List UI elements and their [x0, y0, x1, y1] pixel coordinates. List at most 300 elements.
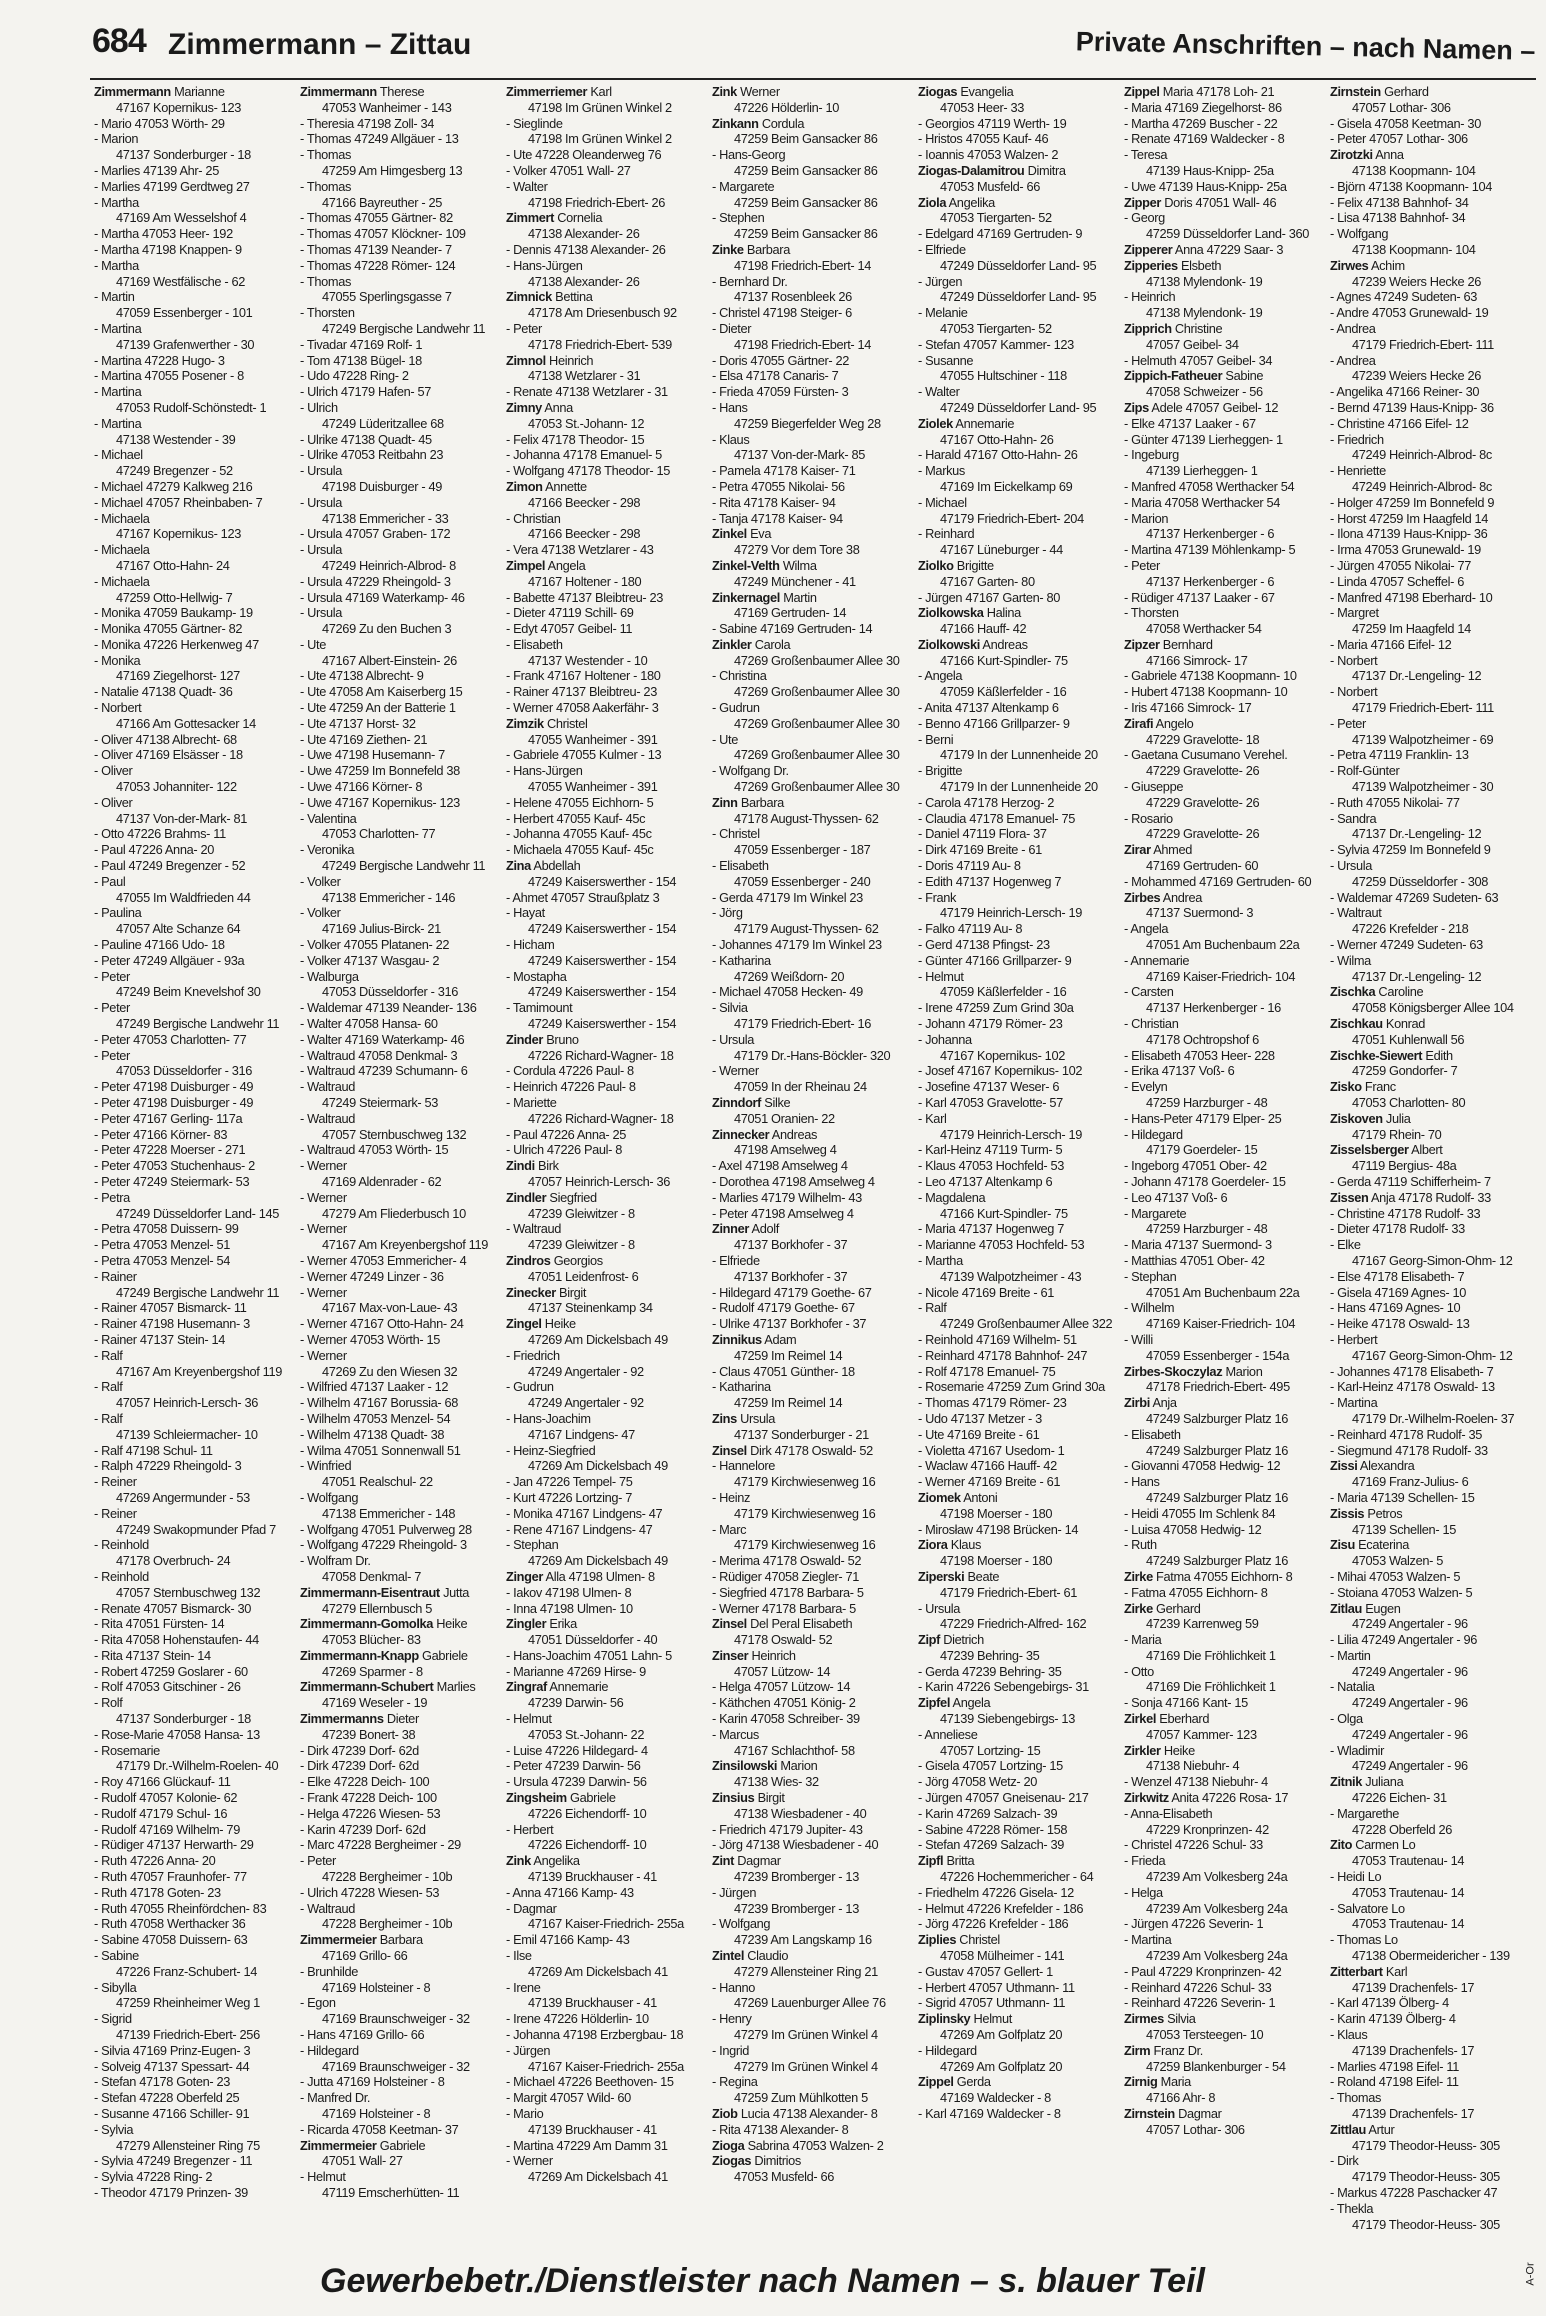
directory-entry: 47198 Moerser - 180 — [940, 1553, 1053, 1569]
directory-entry: - Hans — [1124, 1474, 1160, 1490]
corner-mark: A-Or — [1524, 2262, 1537, 2286]
directory-entry: - Thomas — [300, 178, 352, 194]
directory-entry: - Rita 47137 Stein- 14 — [94, 1647, 211, 1663]
directory-entry: - Dorothea 47198 Amselweg 4 — [712, 1173, 875, 1189]
directory-entry: 47053 Musfeld- 66 — [734, 2169, 835, 2185]
directory-entry: Zirkwitz Anita 47226 Rosa- 17 — [1124, 1790, 1289, 1806]
directory-entry: 47169 Braunschweiger - 32 — [322, 2011, 470, 2027]
directory-entry: - Peter — [506, 320, 542, 336]
directory-entry: - Rosario — [1124, 810, 1173, 826]
directory-entry: - Cordula 47226 Paul- 8 — [506, 1063, 634, 1079]
directory-entry: - Karl-Heinz 47119 Turm- 5 — [918, 1142, 1063, 1158]
directory-entry: - Rolf-Günter — [1330, 763, 1400, 779]
directory-entry: - Norbert — [94, 700, 142, 716]
directory-entry: - Uwe 47139 Haus-Knipp- 25a — [1124, 178, 1287, 194]
directory-entry: 47269 Großenbaumer Allee 30 — [734, 652, 900, 668]
directory-entry: - Ingrid — [712, 2042, 750, 2058]
directory-entry: - Ursula 47229 Rheingold- 3 — [300, 573, 451, 589]
directory-entry: Zippel Maria 47178 Loh- 21 — [1124, 84, 1275, 99]
directory-entry: 47239 Weiers Hecke 26 — [1352, 368, 1481, 384]
directory-entry: - Oliver 47138 Albrecht- 68 — [94, 731, 237, 747]
directory-entry: Zinkernagel Martin — [712, 589, 817, 605]
directory-entry: 47137 Borkhofer - 37 — [734, 1268, 848, 1284]
directory-entry: 47239 Gleiwitzer - 8 — [528, 1237, 635, 1253]
directory-entry: 47269 Am Dickelsbach 41 — [528, 2169, 668, 2185]
directory-entry: - Rolf 47178 Emanuel- 75 — [918, 1363, 1056, 1379]
directory-entry: - Ulrike 47137 Borkhofer - 37 — [712, 1316, 867, 1332]
directory-entry: - Jörg 47226 Krefelder - 186 — [918, 1916, 1069, 1932]
directory-entry: - Irene 47259 Zum Grind 30a — [918, 1000, 1074, 1016]
directory-entry: - Ursula — [300, 542, 342, 558]
directory-entry: Ziplies Christel — [918, 1932, 1000, 1948]
directory-entry: - Maria 47169 Ziegelhorst- 86 — [1124, 99, 1282, 115]
directory-entry: - Ute — [712, 731, 738, 747]
directory-entry: Zinder Bruno — [506, 1031, 579, 1047]
directory-entry: Ziogas-Dalamitrou Dimitra — [918, 162, 1066, 178]
directory-entry: - Edith 47137 Hogenweg 7 — [918, 873, 1062, 889]
directory-entry: 47259 Beim Gansacker 86 — [734, 162, 878, 178]
directory-entry: - Klaus 47053 Hochfeld- 53 — [918, 1158, 1064, 1174]
directory-entry: 47229 Gravelotte- 26 — [1146, 794, 1260, 810]
directory-entry: - Martina 47139 Möhlenkamp- 5 — [1124, 542, 1296, 558]
directory-entry: - Paul 47226 Anna- 20 — [94, 842, 215, 858]
directory-entry: - Manfred 47058 Werthacker 54 — [1124, 478, 1295, 494]
directory-entry: - Horst 47259 Im Haagfeld 14 — [1330, 510, 1489, 526]
directory-entry: Zinsius Birgit — [712, 1790, 785, 1806]
directory-entry: - Bernd 47139 Haus-Knipp- 36 — [1330, 399, 1494, 415]
directory-entry: - Peter — [94, 1047, 130, 1063]
footer-note: Gewerbebetr./Dienstleister nach Namen – s. blauer Teil — [320, 2262, 1205, 2300]
directory-entry: - Waltraud — [506, 1221, 562, 1237]
directory-entry: - Werner 47167 Otto-Hahn- 24 — [300, 1316, 464, 1332]
directory-entry: 47057 Heinrich-Lersch- 36 — [528, 1173, 671, 1189]
directory-entry: - Ralf 47198 Schul- 11 — [94, 1442, 213, 1458]
directory-entry: - Teresa — [1124, 147, 1168, 163]
directory-entry: 47179 Friedrich-Ebert- 111 — [1352, 336, 1494, 352]
directory-entry: - Paul 47249 Bregenzer - 52 — [94, 858, 246, 874]
directory-entry: 47053 Walzen- 5 — [1352, 1553, 1444, 1569]
directory-entry: - Iris 47166 Simrock- 17 — [1124, 700, 1252, 716]
directory-entry: - Udo 47137 Metzer - 3 — [918, 1410, 1042, 1426]
directory-entry: 47053 Tersteegen- 10 — [1146, 2027, 1264, 2043]
directory-entry: 47169 Aldenrader - 62 — [322, 1173, 442, 1189]
directory-entry: - Thekla — [1330, 2200, 1374, 2216]
directory-entry: 47053 Blücher- 83 — [322, 1632, 421, 1648]
directory-entry: Zipperer Anna 47229 Saar- 3 — [1124, 241, 1284, 257]
directory-entry: 47138 Emmericher - 148 — [322, 1505, 456, 1521]
directory-entry: - Annemarie — [1124, 952, 1190, 968]
directory-entry: - Angelika 47166 Reiner- 30 — [1330, 384, 1480, 400]
directory-entry: - Elfriede — [918, 241, 966, 257]
directory-entry: - Valentina — [300, 810, 357, 826]
directory-entry: Zirm Franz Dr. — [1124, 2042, 1204, 2058]
directory-entry: Ziomek Antoni — [918, 1489, 998, 1505]
directory-entry: 47139 Bruckhauser - 41 — [528, 1995, 657, 2011]
directory-entry: 47053 Düsseldorfer - 316 — [322, 984, 459, 1000]
directory-entry: - Ute 47259 An der Batterie 1 — [300, 700, 456, 716]
directory-entry: - Frieda — [1124, 1853, 1166, 1869]
directory-entry: - Rolf 47053 Gitschiner - 26 — [94, 1679, 241, 1695]
directory-entry: Zinkel-Velth Wilma — [712, 557, 817, 573]
directory-entry: - Sigrid 47057 Uthmann- 11 — [918, 1995, 1066, 2011]
directory-entry: 47249 Angertaler - 96 — [1352, 1758, 1468, 1774]
directory-entry: - Ingeborg 47051 Ober- 42 — [1124, 1158, 1267, 1174]
directory-entry: - Andrea — [1330, 320, 1376, 336]
directory-entry: 47169 Julius-Birck- 21 — [322, 921, 441, 937]
directory-entry: 47167 Georg-Simon-Ohm- 12 — [1352, 1347, 1513, 1363]
directory-entry: 47249 Kaiserswerther - 154 — [528, 921, 677, 937]
directory-entry: - Uwe 47198 Husemann- 7 — [300, 747, 445, 763]
directory-entry: 47169 Braunschweiger - 32 — [322, 2058, 470, 2074]
directory-entry: 47198 Amselweg 4 — [734, 1142, 837, 1158]
directory-entry: Ziob Lucia 47138 Alexander- 8 — [712, 2106, 878, 2121]
directory-entry: Zirotzki Anna — [1330, 147, 1404, 163]
directory-entry: Zink Angelika — [506, 1853, 580, 1869]
directory-entry: - Sonja 47166 Kant- 15 — [1124, 1695, 1248, 1711]
directory-entry: - Lilia 47249 Angertaler - 96 — [1330, 1632, 1478, 1648]
directory-entry: 47229 Gravelotte- 26 — [1146, 826, 1260, 842]
directory-entry: - Martha 47053 Heer- 192 — [94, 226, 233, 242]
directory-entry: 47249 Kaiserswerther - 154 — [528, 952, 677, 968]
directory-entry: Zirnig Maria — [1124, 2074, 1191, 2090]
directory-entry: 47249 Bergische Landwehr 11 — [322, 320, 486, 336]
directory-entry: - Mario 47053 Wörth- 29 — [94, 115, 225, 131]
directory-entry: Zinn Barbara — [712, 794, 784, 810]
directory-entry: Zinsel Del Peral Elisabeth — [712, 1616, 853, 1632]
directory-entry: - Karl 47053 Gravelotte- 57 — [918, 1095, 1063, 1110]
directory-entry: 47269 Am Dickelsbach 49 — [528, 1553, 668, 1569]
directory-entry: - Axel 47198 Amselweg 4 — [712, 1158, 848, 1174]
directory-entry: 47055 Im Waldfrieden 44 — [116, 889, 251, 905]
directory-entry: 47249 Salzburger Platz 16 — [1146, 1442, 1289, 1458]
directory-entry: - Heinrich 47226 Paul- 8 — [506, 1079, 636, 1095]
directory-entry: Ziogas Dimitrios — [712, 2153, 801, 2169]
directory-entry: 47269 Am Golfplatz 20 — [940, 2058, 1063, 2074]
directory-entry: - Hannelore — [712, 1458, 776, 1474]
directory-entry: Zisko Franc — [1330, 1079, 1396, 1095]
directory-entry: - Martin — [94, 289, 135, 305]
directory-entry: - Günter 47139 Lierheggen- 1 — [1124, 431, 1283, 447]
directory-entry: 47119 Bergius- 48a — [1352, 1158, 1457, 1174]
directory-entry: 47198 Im Grünen Winkel 2 — [528, 131, 672, 147]
directory-entry: - Ilona 47139 Haus-Knipp- 36 — [1330, 526, 1488, 542]
directory-entry: - Elke 47228 Deich- 100 — [300, 1774, 430, 1790]
directory-entry: 47057 Geibel- 34 — [1146, 336, 1239, 352]
directory-entry: - Ruth 47058 Werthacker 36 — [94, 1916, 246, 1932]
directory-entry: 47179 Heinrich-Lersch- 19 — [940, 905, 1083, 921]
directory-entry: - Helmut 47226 Krefelder - 186 — [918, 1900, 1084, 1916]
directory-entry: 47229 Kronprinzen- 42 — [1146, 1821, 1269, 1837]
directory-entry: - Ralf — [94, 1347, 123, 1363]
directory-entry: - Heidi 47055 Im Schlenk 84 — [1124, 1505, 1276, 1521]
directory-entry: 47138 Mylendonk- 19 — [1146, 273, 1263, 289]
directory-entry: - Waltraut — [1330, 905, 1382, 921]
directory-entry: 47239 Am Langskamp 16 — [734, 1932, 872, 1948]
directory-entry: - Siegfried 47178 Barbara- 5 — [712, 1584, 864, 1600]
directory-entry: 47249 Kaiserswerther - 154 — [528, 984, 677, 1000]
directory-entry: - Peter — [1330, 715, 1366, 731]
directory-entry: 47178 Ochtropshof 6 — [1146, 1031, 1259, 1047]
directory-entry: Zitnik Juliana — [1330, 1774, 1404, 1790]
directory-entry: 47169 Gertruden- 14 — [734, 605, 847, 621]
directory-entry: - Werner 47249 Linzer - 36 — [300, 1268, 444, 1284]
directory-entry: 47059 Essenberger - 187 — [734, 842, 871, 858]
directory-entry: - Herbert 47057 Uthmann- 11 — [918, 1979, 1075, 1995]
directory-entry: - Gaetana Cusumano Verehel. — [1124, 747, 1288, 763]
directory-entry: - Sabine — [94, 1948, 139, 1964]
directory-entry: - Carola 47178 Herzog- 2 — [918, 794, 1054, 810]
directory-entry: - Veronika — [300, 842, 355, 858]
directory-entry: - Martha — [918, 1252, 963, 1268]
directory-entry: - Johann 47178 Goerdeler- 15 — [1124, 1173, 1286, 1189]
directory-entry: 47169 Westfälische - 62 — [116, 273, 246, 289]
directory-entry: 47259 Rheinheimer Weg 1 — [116, 1995, 260, 2011]
directory-entry: Zippel Gerda — [918, 2074, 991, 2090]
directory-entry: - Holger 47259 Im Bonnefeld 9 — [1330, 494, 1495, 510]
directory-entry: - Ulrike 47138 Quadt- 45 — [300, 431, 432, 447]
directory-entry: Zimmerriemer Karl — [506, 84, 612, 99]
directory-entry: - Johannes 47178 Elisabeth- 7 — [1330, 1363, 1494, 1379]
directory-entry: - Peter 47167 Gerling- 117a — [94, 1110, 243, 1126]
directory-entry: 47057 Lothar- 306 — [1146, 2121, 1245, 2137]
directory-entry: - Brigitte — [918, 763, 963, 779]
directory-entry: - Werner 47178 Barbara- 5 — [712, 1600, 856, 1616]
directory-entry: - Thomas — [300, 273, 352, 289]
directory-entry: - Hans-Jürgen — [506, 257, 583, 273]
directory-entry: - Jürgen 47055 Nikolai- 77 — [1330, 557, 1471, 573]
directory-entry: - Mariette — [506, 1095, 557, 1110]
directory-entry: 47138 Koopmann- 104 — [1352, 241, 1476, 257]
directory-entry: - Hubert 47138 Koopmann- 10 — [1124, 684, 1288, 700]
directory-entry: - Margarete — [712, 178, 775, 194]
directory-entry: - Sabine 47169 Gertruden- 14 — [712, 621, 873, 637]
directory-entry: - Werner 47053 Wörth- 15 — [300, 1331, 441, 1347]
directory-entry: 47259 Im Reimel 14 — [734, 1347, 843, 1363]
directory-entry: - Wolfgang — [1330, 226, 1389, 242]
directory-entry: - Giuseppe — [1124, 779, 1184, 795]
directory-entry: 47169 Holsteiner - 8 — [322, 2106, 431, 2121]
directory-entry: 47138 Westender - 39 — [116, 431, 236, 447]
directory-entry: - Falko 47119 Au- 8 — [918, 921, 1023, 937]
directory-entry: - Jan 47226 Tempel- 75 — [506, 1474, 633, 1490]
directory-entry: - Reinhold — [94, 1537, 149, 1553]
directory-entry: 47279 Ellernbusch 5 — [322, 1600, 433, 1616]
directory-entry: - Vera 47138 Wetzlarer - 43 — [506, 542, 654, 558]
directory-entry: - Ursula 47169 Waterkamp- 46 — [300, 589, 465, 605]
directory-entry: - Helmut — [300, 2169, 346, 2185]
directory-entry: - Frank — [918, 889, 957, 905]
directory-entry: - Jürgen — [506, 2042, 551, 2058]
directory-entry: - Kurt 47226 Lortzing- 7 — [506, 1489, 633, 1505]
directory-entry: 47058 Mülheimer - 141 — [940, 1948, 1065, 1964]
directory-entry: Ziperski Beate — [918, 1568, 1000, 1584]
directory-entry: 47137 Dr.-Lengeling- 12 — [1352, 826, 1482, 842]
directory-entry: 47249 Düsseldorfer Land- 145 — [116, 1205, 280, 1221]
page-number: 684 — [92, 22, 146, 60]
directory-entry: 47137 Von-der-Mark- 81 — [116, 810, 248, 826]
directory-entry: Zimnick Bettina — [506, 289, 593, 305]
directory-entry: - Ralf — [94, 1410, 123, 1426]
directory-entry: - Emil 47166 Kamp- 43 — [506, 1932, 630, 1948]
directory-entry: 47259 Beim Gansacker 86 — [734, 194, 878, 210]
directory-entry: 47138 Wiesbadener - 40 — [734, 1805, 867, 1821]
directory-entry: - Karin 47139 Ölberg- 4 — [1330, 2011, 1456, 2027]
directory-entry: - Heinrich — [1124, 289, 1176, 305]
directory-entry: - Hildegard — [300, 2042, 359, 2058]
directory-entry: - Renate 47057 Bismarck- 30 — [94, 1600, 251, 1616]
directory-entry: 47226 Richard-Wagner- 18 — [528, 1110, 674, 1126]
directory-entry: 47259 Düsseldorfer - 308 — [1352, 873, 1489, 889]
directory-entry: 47137 Sonderburger - 18 — [116, 1711, 251, 1727]
directory-entry: - Christina — [712, 668, 767, 684]
directory-entry: 47166 Simrock- 17 — [1146, 652, 1248, 668]
directory-entry: 47259 Harzburger - 48 — [1146, 1221, 1268, 1237]
directory-entry: - Wladimir — [1330, 1742, 1385, 1758]
directory-entry: 47051 Düsseldorfer - 40 — [528, 1632, 658, 1648]
directory-entry: - Bernhard Dr. — [712, 273, 788, 289]
directory-entry: Zittlau Artur — [1330, 2121, 1395, 2137]
directory-entry: 47178 August-Thyssen- 62 — [734, 810, 879, 826]
directory-entry: 47179 Heinrich-Lersch- 19 — [940, 1126, 1083, 1142]
directory-entry: Ziskoven Julia — [1330, 1110, 1411, 1126]
column-6 — [1124, 84, 1325, 2242]
directory-entry: 47249 Heinrich-Albrod- 8 — [322, 557, 456, 573]
directory-entry: 47137 Herkenberger - 6 — [1146, 573, 1275, 589]
directory-entry: - Ruth 47055 Rheinfördchen- 83 — [94, 1900, 267, 1916]
directory-entry: - Elisabeth — [506, 636, 563, 652]
directory-entry: - Thomas — [1330, 2090, 1382, 2106]
directory-entry: - Gerda 47119 Schifferheim- 7 — [1330, 1173, 1491, 1189]
directory-entry: - Manfred Dr. — [300, 2090, 371, 2106]
directory-entry: 47228 Oberfeld 26 — [1352, 1821, 1453, 1837]
directory-entry: - Brunhilde — [300, 1963, 359, 1979]
directory-entry: Zipprich Christine — [1124, 320, 1223, 336]
directory-entry: 47198 Duisburger - 49 — [322, 478, 442, 494]
directory-entry: - Mohammed 47169 Gertruden- 60 — [1124, 873, 1312, 889]
directory-entry: - Edelgard 47169 Gertruden- 9 — [918, 226, 1083, 242]
directory-entry: - Martina — [94, 415, 142, 431]
directory-entry: - Marion — [94, 131, 139, 147]
directory-entry: - Peter 47249 Allgäuer - 93a — [94, 952, 245, 968]
directory-entry: - Peter 47228 Moerser - 271 — [94, 1142, 246, 1158]
directory-entry: - Dieter 47178 Rudolf- 33 — [1330, 1221, 1465, 1237]
column-7 — [1330, 84, 1531, 2242]
directory-entry: Zirar Ahmed — [1124, 842, 1192, 858]
directory-entry: 47057 Kammer- 123 — [1146, 1726, 1257, 1742]
directory-entry: 47169 Franz-Julius- 6 — [1352, 1474, 1469, 1490]
directory-entry: 47249 Salzburger Platz 16 — [1146, 1489, 1289, 1505]
directory-entry: - Leo 47137 Altenkamp 6 — [918, 1173, 1053, 1189]
directory-entry: - Margarethe — [1330, 1805, 1400, 1821]
directory-entry: - Reinhold — [94, 1568, 149, 1584]
directory-entry: 47259 Im Reimel 14 — [734, 1395, 843, 1411]
directory-entry: 47169 Im Eickelkamp 69 — [940, 478, 1073, 494]
directory-entry: - Peter 47198 Duisburger - 49 — [94, 1079, 254, 1095]
directory-entry: 47226 Eichendorff- 10 — [528, 1837, 647, 1853]
directory-entry: 47226 Eichen- 31 — [1352, 1790, 1447, 1806]
directory-entry: Ziolko Brigitte — [918, 557, 994, 573]
directory-entry: - Hans-Jürgen — [506, 763, 583, 779]
directory-entry: - Volker 47051 Wall- 27 — [506, 162, 631, 178]
directory-entry: Zinecker Birgit — [506, 1284, 587, 1300]
directory-entry: - Martin — [1330, 1647, 1371, 1663]
directory-entry: 47167 Lüneburger - 44 — [940, 542, 1063, 558]
directory-entry: 47053 Wanheimer - 143 — [322, 99, 452, 115]
directory-entry: 47249 Angertaler - 96 — [1352, 1616, 1468, 1632]
directory-entry: - Ulrich — [300, 399, 338, 415]
directory-entry: - Elke — [1330, 1237, 1361, 1253]
directory-entry: Zisselsberger Albert — [1330, 1142, 1443, 1158]
directory-entry: 47269 Weißdorn- 20 — [734, 968, 845, 984]
directory-entry: - Sylvia 47259 Im Bonnefeld 9 — [1330, 842, 1491, 858]
directory-entry: - Martha 47198 Knappen- 9 — [94, 241, 242, 257]
directory-entry: 47138 Mylendonk- 19 — [1146, 305, 1263, 321]
directory-entry: - Hildegard — [1124, 1126, 1183, 1142]
directory-entry: Zinkler Carola — [712, 636, 791, 652]
directory-entry: - Friedrich — [1330, 431, 1384, 447]
directory-entry: 47139 Bruckhauser - 41 — [528, 2121, 657, 2137]
directory-entry: - Mihai 47053 Walzen- 5 — [1330, 1568, 1461, 1584]
directory-entry: - Sabine 47058 Duissern- 63 — [94, 1932, 248, 1948]
directory-entry: 47053 Heer- 33 — [940, 99, 1025, 115]
directory-entry: 47259 Zum Mühlkotten 5 — [734, 2090, 868, 2106]
directory-entry: - Wilfried 47137 Laaker - 12 — [300, 1379, 449, 1395]
directory-entry: - Rudolf 47179 Goethe- 67 — [712, 1300, 855, 1316]
directory-entry: 47239 Bromberger - 13 — [734, 1869, 859, 1885]
directory-entry: - Björn 47138 Koopmann- 104 — [1330, 178, 1493, 194]
directory-entry: - Marlies 47139 Ahr- 25 — [94, 162, 219, 178]
directory-entry: - Peter 47249 Steiermark- 53 — [94, 1173, 250, 1189]
directory-entry: - Johannes 47179 Im Winkel 23 — [712, 937, 882, 953]
directory-entry: - Oliver — [94, 763, 133, 779]
directory-entry: - Carsten — [1124, 984, 1174, 1000]
directory-entry: Ziolek Annemarie — [918, 415, 1015, 431]
directory-entry: - Linda 47057 Scheffel- 6 — [1330, 573, 1465, 589]
directory-entry: - Evelyn — [1124, 1079, 1168, 1095]
directory-entry: - Jörg 47058 Wetz- 20 — [918, 1774, 1038, 1790]
directory-entry: - Volker — [300, 873, 341, 889]
directory-entry: 47269 Großenbaumer Allee 30 — [734, 684, 900, 700]
directory-entry: - Gerd 47138 Pfingst- 23 — [918, 937, 1050, 953]
directory-entry: - Elfriede — [712, 1252, 760, 1268]
directory-entry: 47226 Hochemmericher - 64 — [940, 1869, 1094, 1885]
directory-entry: - Rainer 47057 Bismarck- 11 — [94, 1300, 247, 1316]
directory-entry: 47057 Sternbuschweg 132 — [322, 1126, 467, 1142]
directory-entry: - Thomas 47057 Klöckner- 109 — [300, 226, 466, 242]
directory-entry: - Salvatore Lo — [1330, 1900, 1405, 1916]
directory-entry: - Peter — [94, 968, 130, 984]
page-title: Zimmermann – Zittau — [168, 28, 472, 61]
directory-entry: - Hans — [712, 399, 748, 415]
directory-entry: 47249 Münchener - 41 — [734, 573, 856, 589]
directory-entry: 47138 Koopmann- 104 — [1352, 162, 1476, 178]
column-3 — [506, 84, 707, 2242]
directory-entry: - Jürgen 47167 Garten- 80 — [918, 589, 1061, 605]
directory-entry: - Angela — [1124, 921, 1169, 937]
directory-entry: 47167 Otto-Hahn- 24 — [116, 557, 230, 573]
directory-entry: 47053 Rudolf-Schönstedt- 1 — [116, 399, 267, 415]
directory-entry: Ziolkowska Halina — [918, 605, 1021, 621]
directory-entry: 47239 Karrenweg 59 — [1146, 1616, 1259, 1632]
directory-entry: 47138 Obermeidericher - 139 — [1352, 1948, 1510, 1964]
page-header — [0, 0, 1546, 70]
directory-entry: 47226 Krefelder - 218 — [1352, 921, 1469, 937]
directory-entry: 47137 Sonderburger - 18 — [116, 147, 251, 163]
directory-entry: 47137 Sonderburger - 21 — [734, 1426, 869, 1442]
directory-entry: - Martha — [94, 194, 139, 210]
directory-entry: - Michaela 47055 Kauf- 45c — [506, 842, 654, 858]
directory-entry: - Theresia 47198 Zoll- 34 — [300, 115, 434, 131]
